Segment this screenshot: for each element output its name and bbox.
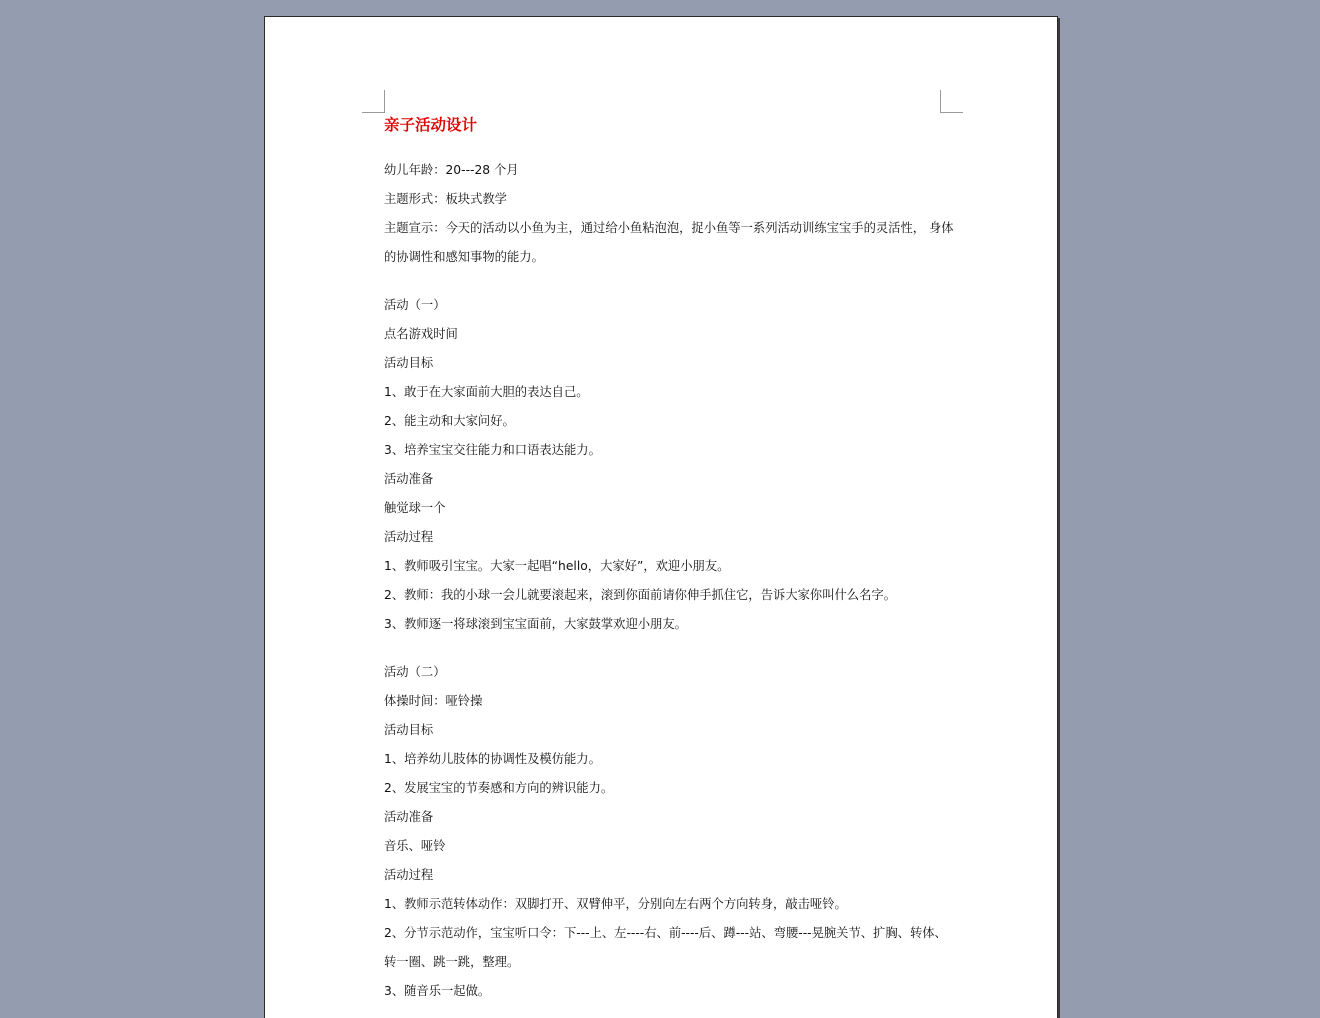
activity-line: 活动目标: [384, 356, 434, 370]
margin-corner-top-left: [362, 90, 385, 113]
activity-line: 点名游戏时间: [384, 327, 458, 341]
activity-line: 触觉球一个: [384, 501, 446, 515]
activity-line: 1、培养幼儿肢体的协调性及模仿能力。: [384, 752, 601, 766]
activity-line: 1、敢于在大家面前大胆的表达自己。: [384, 385, 589, 399]
paragraph-gap: [384, 639, 944, 658]
intro-line: 主题宣示：今天的活动以小鱼为主，通过给小鱼粘泡泡，捉小鱼等一系列活动训练宝宝手的灵活性， 身体: [384, 221, 954, 235]
activity-line: 活动目标: [384, 723, 434, 737]
document-page[interactable]: [264, 16, 1058, 1018]
paragraph-gap: [384, 272, 944, 291]
activity-line: 活动过程: [384, 868, 434, 882]
activity-line: 转一圈、跳一跳，整理。: [384, 955, 520, 969]
intro-line: 主题形式：板块式教学: [384, 192, 507, 206]
activity-line: 2、教师：我的小球一会儿就要滚起来，滚到你面前请你伸手抓住它，告诉大家你叫什么名字。: [384, 588, 896, 602]
activity-line: 音乐、哑铃: [384, 839, 446, 853]
document-body[interactable]: [384, 111, 954, 1006]
intro-line: 幼儿年龄：20---28 个月: [384, 163, 519, 177]
activity-line: 活动准备: [384, 810, 434, 824]
activity-line: 3、随音乐一起做。: [384, 984, 491, 998]
activity-line: 2、分节示范动作，宝宝听口令：下---上、左----右、前----后、蹲---站、弯腰---晃腕关节、扩胸、转体、: [384, 926, 947, 940]
activity-heading: 活动（二）: [384, 665, 446, 679]
activity-line: 1、教师吸引宝宝。大家一起唱“hello，大家好”，欢迎小朋友。: [384, 559, 730, 573]
activity-line: 3、培养宝宝交往能力和口语表达能力。: [384, 443, 601, 457]
activity-line: 2、能主动和大家问好。: [384, 414, 515, 428]
activity-line: 1、教师示范转体动作：双脚打开、双臂伸平，分别向左右两个方向转身，敲击哑铃。: [384, 897, 847, 911]
activity-line: 2、发展宝宝的节奏感和方向的辨识能力。: [384, 781, 614, 795]
margin-corner-top-right: [940, 90, 963, 113]
document-title: 亲子活动设计: [384, 116, 478, 134]
activity-heading: 活动（一）: [384, 298, 446, 312]
intro-line: 的协调性和感知事物的能力。: [384, 250, 544, 264]
activity-line: 体操时间：哑铃操: [384, 694, 483, 708]
activity-line: 活动准备: [384, 472, 434, 486]
activity-line: 活动过程: [384, 530, 434, 544]
activity-line: 3、教师逐一将球滚到宝宝面前，大家鼓掌欢迎小朋友。: [384, 617, 687, 631]
